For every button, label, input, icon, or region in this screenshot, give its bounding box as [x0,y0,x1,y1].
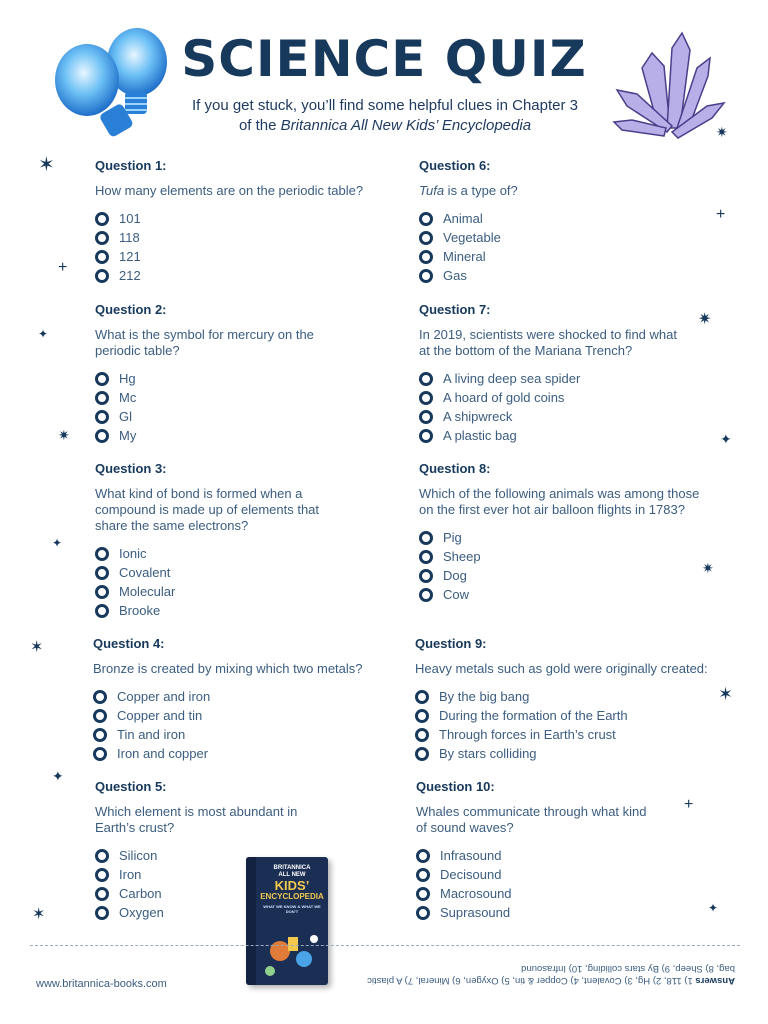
radio-ring-icon[interactable] [95,547,109,561]
answer-option[interactable] [415,744,715,763]
book-tagline: WHAT WE KNOW & WHAT WE DON’T [263,904,321,914]
answer-option[interactable] [93,687,393,706]
question-1 [95,158,395,285]
option-label: Ionic [119,546,147,561]
option-label: During the formation of the Earth [439,708,628,723]
option-label: By the big bang [439,689,530,704]
radio-ring-icon[interactable] [415,747,429,761]
question-text [419,183,719,199]
answer-option[interactable] [95,601,330,620]
answer-option[interactable] [416,903,656,922]
answer-option[interactable] [415,706,715,725]
radio-ring-icon[interactable] [95,585,109,599]
radio-ring-icon[interactable] [415,690,429,704]
answer-option[interactable] [95,209,395,228]
question-label: Question 2: [95,302,167,317]
option-label: Tin and iron [117,727,186,742]
sparkle-icon: ✷ [58,427,70,443]
radio-ring-icon[interactable] [95,212,109,226]
radio-ring-icon[interactable] [419,372,433,386]
question-text: What kind of bond is formed when a compound is made up of elements that share the same electrons? [95,486,320,533]
question-text: Which of the following animals was among those on the first ever hot air balloon flights in 1783? [419,486,700,517]
radio-ring-icon[interactable] [419,391,433,405]
sparkle-icon: ✷ [716,124,728,140]
question-label: Question 1: [95,158,167,173]
book-line-1: BRITANNICA [273,865,311,871]
answer-option[interactable] [95,247,395,266]
option-label: My [119,428,137,443]
question-7 [419,302,684,445]
radio-ring-icon[interactable] [95,391,109,405]
book-line-3: KIDS’ [274,878,310,893]
radio-ring-icon[interactable] [419,588,433,602]
option-label: 121 [119,249,141,264]
sparkle-icon: ✶ [32,906,46,923]
answers-text: 1) 118, 2) Hg, 3) Covalent, 4) Copper & tin, 5) Oxygen, 6) Mineral, 7) A plastic bag, 8) Sheep, 9) By stars colliding, 10) Infrasound [367,963,735,986]
radio-ring-icon[interactable] [416,849,430,863]
option-label: Decisound [440,867,502,882]
option-label: Pig [443,530,462,545]
question-label: Question 9: [415,636,487,651]
radio-ring-icon[interactable] [419,569,433,583]
radio-ring-icon[interactable] [415,709,429,723]
answer-option[interactable] [95,544,330,563]
option-label: Copper and tin [117,708,203,723]
book-line-2: ALL NEW [278,872,306,878]
question-label: Question 10: [416,779,495,794]
option-label: Suprasound [440,905,511,920]
option-label: 101 [119,211,141,226]
sparkle-icon: ✷ [698,311,712,328]
question-9 [415,636,715,763]
page-title: SCIENCE QUIZ [181,30,587,88]
footer-divider [30,945,740,946]
radio-ring-icon[interactable] [419,410,433,424]
option-label: Covalent [119,565,171,580]
book-spine [246,857,256,985]
answer-option[interactable] [419,209,719,228]
answer-option[interactable] [419,585,704,604]
book-line-4: ENCYCLOPEDIA [260,892,324,901]
sparkle-icon: ✦ [52,536,63,550]
book-illustration-icon [260,929,324,981]
option-label: Vegetable [443,230,501,245]
answer-option[interactable] [419,266,719,285]
answer-option[interactable] [95,407,335,426]
radio-ring-icon[interactable] [419,269,433,283]
sparkle-icon: ✶ [30,639,44,656]
option-label: A shipwreck [443,409,513,424]
radio-ring-icon[interactable] [416,887,430,901]
question-3 [95,461,330,620]
question-2 [95,302,335,445]
radio-ring-icon[interactable] [93,747,107,761]
option-label: Mc [119,390,137,405]
radio-ring-icon[interactable] [95,429,109,443]
sparkle-icon: ✦ [720,431,732,447]
option-label: Cow [443,587,470,602]
question-text: How many elements are on the periodic table? [95,183,364,198]
answer-option[interactable] [415,687,715,706]
answers-label: Answers [695,975,735,986]
question-8 [419,461,704,604]
radio-ring-icon[interactable] [419,231,433,245]
sparkle-icon: ✷ [702,560,714,576]
question-text-rest: is a type of? [444,183,518,198]
option-label: By stars colliding [439,746,537,761]
radio-ring-icon[interactable] [93,728,107,742]
radio-ring-icon[interactable] [419,212,433,226]
sparkle-icon: ✦ [38,327,49,341]
answer-option[interactable] [95,426,335,445]
answer-option[interactable] [419,528,704,547]
radio-ring-icon[interactable] [95,250,109,264]
sparkle-icon: + [58,259,68,276]
answer-option[interactable] [419,369,684,388]
option-label: Gas [443,268,467,283]
sparkle-icon: + [716,206,726,223]
option-label: Mineral [443,249,486,264]
radio-ring-icon[interactable] [95,410,109,424]
option-label: 212 [119,268,141,283]
option-label: A living deep sea spider [443,371,581,386]
answer-option[interactable] [93,744,393,763]
radio-ring-icon[interactable] [93,690,107,704]
question-label: Question 4: [93,636,165,651]
option-label: A plastic bag [443,428,517,443]
option-label: Animal [443,211,483,226]
answer-option[interactable] [95,266,395,285]
answer-option[interactable] [419,247,719,266]
radio-ring-icon[interactable] [95,887,109,901]
option-label: Macrosound [440,886,512,901]
book-title-italic: Britannica All New Kids’ Encyclopedia [280,117,532,134]
option-label: A hoard of gold coins [443,390,565,405]
radio-ring-icon[interactable] [419,550,433,564]
radio-ring-icon[interactable] [419,250,433,264]
option-label: Through forces in Earth’s crust [439,727,616,742]
answer-option[interactable] [416,884,656,903]
answer-option[interactable] [419,388,684,407]
question-text: What is the symbol for mercury on the periodic table? [95,327,314,358]
question-10 [416,779,656,922]
option-label: Hg [119,371,136,386]
answer-option[interactable] [416,846,656,865]
book-title-block [260,865,324,914]
radio-ring-icon[interactable] [95,849,109,863]
answer-option[interactable] [416,865,656,884]
question-label: Question 7: [419,302,491,317]
option-label: Silicon [119,848,158,863]
option-label: Iron and copper [117,746,209,761]
option-label: Oxygen [119,905,164,920]
answer-option[interactable] [95,228,395,247]
option-label: Gl [119,409,132,424]
sparkle-icon: ✦ [52,768,64,784]
answer-option[interactable] [95,388,335,407]
question-label: Question 3: [95,461,167,476]
option-label: Iron [119,867,142,882]
page-subtitle [150,96,620,136]
question-6 [419,158,719,285]
answer-option[interactable] [95,563,330,582]
radio-ring-icon[interactable] [416,868,430,882]
radio-ring-icon[interactable] [419,429,433,443]
option-label: Carbon [119,886,162,901]
sparkle-icon: + [684,796,694,813]
sparkle-icon: ✦ [708,901,719,915]
answer-option[interactable] [95,369,335,388]
radio-ring-icon[interactable] [95,231,109,245]
question-text: Bronze is created by mixing which two metals? [93,661,363,676]
answer-option[interactable] [95,582,330,601]
question-text-italic: Tufa [419,183,445,198]
radio-ring-icon[interactable] [416,906,430,920]
option-label: Molecular [119,584,176,599]
radio-ring-icon[interactable] [95,906,109,920]
subtitle-line-1: If you get stuck, you’ll find some helpful clues in Chapter 3 [191,97,579,114]
radio-ring-icon[interactable] [415,728,429,742]
radio-ring-icon[interactable] [95,269,109,283]
option-label: Brooke [119,603,161,618]
question-label: Question 6: [419,158,491,173]
question-text: In 2019, scientists were shocked to find what at the bottom of the Mariana Trench? [419,327,677,358]
answer-option[interactable] [419,407,684,426]
radio-ring-icon[interactable] [95,566,109,580]
subtitle-line-2-prefix: of the [238,117,281,134]
sparkle-icon: ✶ [718,684,734,704]
option-label: Dog [443,568,467,583]
footer-url[interactable]: www.britannica-books.com [36,978,167,990]
answer-option[interactable] [93,706,393,725]
question-text: Heavy metals such as gold were originally created: [415,661,708,676]
answer-option[interactable] [93,725,393,744]
radio-ring-icon[interactable] [95,604,109,618]
question-text: Which element is most abundant in Earth’s crust? [95,804,298,835]
answer-option[interactable] [419,228,719,247]
book-cover [246,857,328,985]
sparkle-icon: ✶ [38,154,55,176]
option-label: Copper and iron [117,689,211,704]
answer-option[interactable] [419,426,684,445]
answer-option[interactable] [419,566,704,585]
question-label: Question 5: [95,779,167,794]
option-label: 118 [119,230,140,245]
option-label: Infrasound [440,848,502,863]
answers-upside-down [355,962,735,986]
radio-ring-icon[interactable] [93,709,107,723]
option-label: Sheep [443,549,481,564]
question-4 [93,636,393,763]
answer-option[interactable] [419,547,704,566]
radio-ring-icon[interactable] [95,372,109,386]
question-label: Question 8: [419,461,491,476]
answer-option[interactable] [415,725,715,744]
question-text: Whales communicate through what kind of sound waves? [416,804,647,835]
radio-ring-icon[interactable] [95,868,109,882]
radio-ring-icon[interactable] [419,531,433,545]
